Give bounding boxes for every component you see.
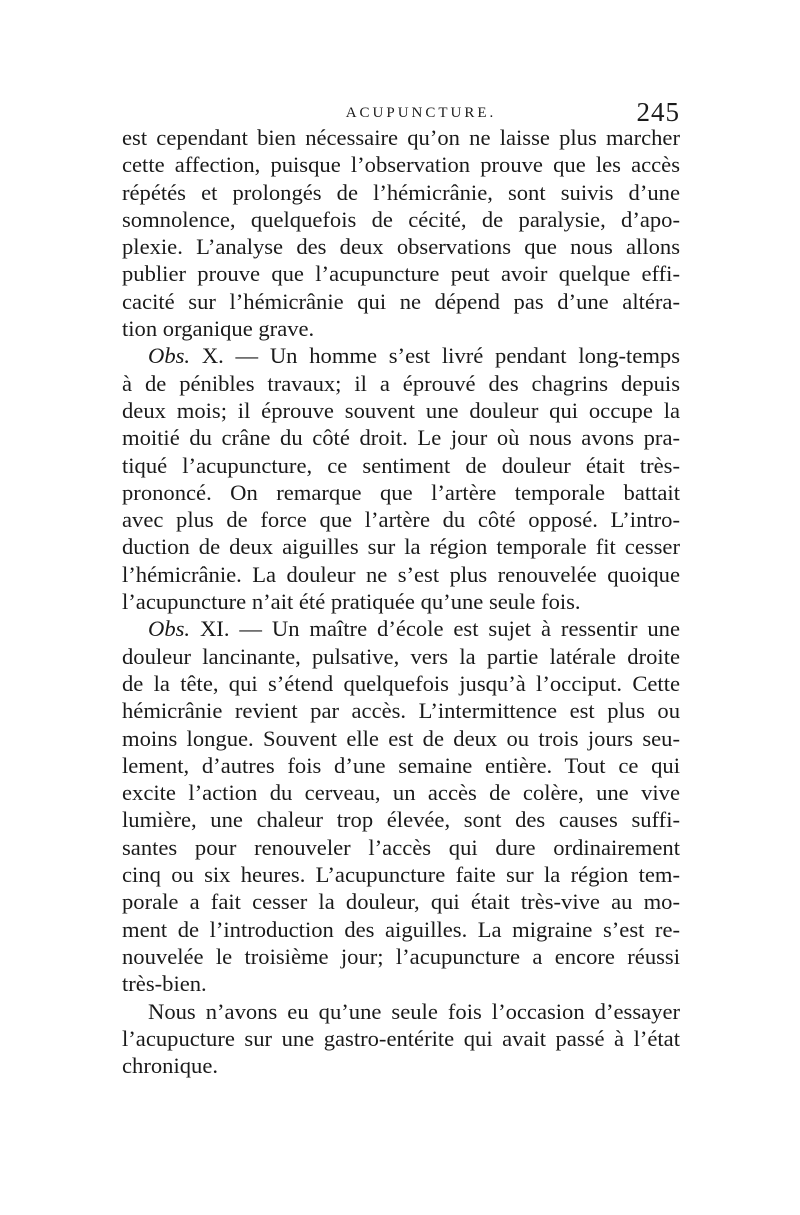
text-line: l’hémicrânie. La douleur ne s’est plus renouvelée quoique — [122, 561, 680, 587]
text-line: avec plus de force que l’artère du côté opposé. L’intro- — [122, 507, 680, 533]
text-line: est cependant bien nécessaire qu’on ne laisse plus marcher — [122, 125, 680, 150]
text-line: cinq ou six heures. L’acupuncture faite sur la région tem- — [122, 862, 680, 888]
text-line: répétés et prolongés de l’hémicrânie, sont suivis d’une — [122, 179, 680, 205]
text-line: tion organique grave. — [122, 316, 315, 342]
text-line: plexie. L’analyse des deux observations que nous allons — [122, 234, 680, 260]
text-line: moitié du crâne du côté droit. Le jour où nous avons pra- — [122, 425, 680, 451]
text-line: moins longue. Souvent elle est de deux ou trois jours seu- — [122, 725, 680, 751]
text-line: chronique. — [122, 1053, 218, 1079]
text-line: publier prouve que l’acupuncture peut avoir quelque effi- — [122, 261, 680, 287]
body-text — [122, 124, 680, 1079]
obs-label: Obs. — [148, 616, 191, 642]
page-number: 245 — [636, 97, 680, 127]
obs-label: Obs. — [148, 343, 191, 369]
text-line: santes pour renouveler l’accès qui dure ordinairement — [122, 834, 680, 860]
text-line: ment de l’introduction des aiguilles. La migraine s’est re- — [122, 916, 680, 942]
text-line: prononcé. On remarque que l’artère temporale battait — [122, 479, 680, 505]
text-line: très-bien. — [122, 971, 207, 997]
observation-heading-line: Obs. X. — Un homme s’est livré pendant long-temps — [148, 343, 680, 369]
text-line: deux mois; il éprouve souvent une douleur qui occupe la — [122, 397, 680, 423]
text-line: lement, d’autres fois d’une semaine entière. Tout ce qui — [122, 752, 680, 778]
text-line: à de pénibles travaux; il a éprouvé des chagrins depuis — [122, 370, 680, 396]
text-line: douleur lancinante, pulsative, vers la partie latérale droite — [122, 643, 680, 669]
running-title: ACUPUNCTURE. — [345, 105, 497, 121]
text-line: l’acupucture sur une gastro-entérite qui avait passé à l’état — [122, 1025, 680, 1051]
text-line: somnolence, quelquefois de cécité, de paralysie, d’apo- — [122, 206, 680, 232]
text-line: excite l’action du cerveau, un accès de colère, une vive — [122, 780, 680, 806]
text-line: nouvelée le troisième jour; l’acupuncture a encore réussi — [122, 943, 680, 969]
text-line: porale a fait cesser la douleur, qui était très-vive au mo- — [122, 889, 680, 915]
text-line: tiqué l’acupuncture, ce sentiment de douleur était très- — [122, 452, 680, 478]
observation-heading-line: Obs. XI. — Un maître d’école est sujet à ressentir une — [148, 616, 681, 642]
text-line: de la tête, qui s’étend quelquefois jusqu’à l’occiput. Cette — [122, 670, 680, 696]
text-line: cacité sur l’hémicrânie qui ne dépend pas d’une altéra- — [122, 288, 680, 314]
text-line: lumière, une chaleur trop élevée, sont des causes suffi- — [122, 807, 680, 833]
text-line: duction de deux aiguilles sur la région temporale fit cesser — [122, 534, 680, 560]
text-line: Nous n’avons eu qu’une seule fois l’occasion d’essayer — [148, 998, 680, 1024]
text-line: hémicrânie revient par accès. L’intermittence est plus ou — [122, 698, 680, 724]
text-line: l’acupuncture n’ait été pratiquée qu’une seule fois. — [122, 589, 581, 615]
text-line: cette affection, puisque l’observation prouve que les accès — [122, 152, 680, 178]
